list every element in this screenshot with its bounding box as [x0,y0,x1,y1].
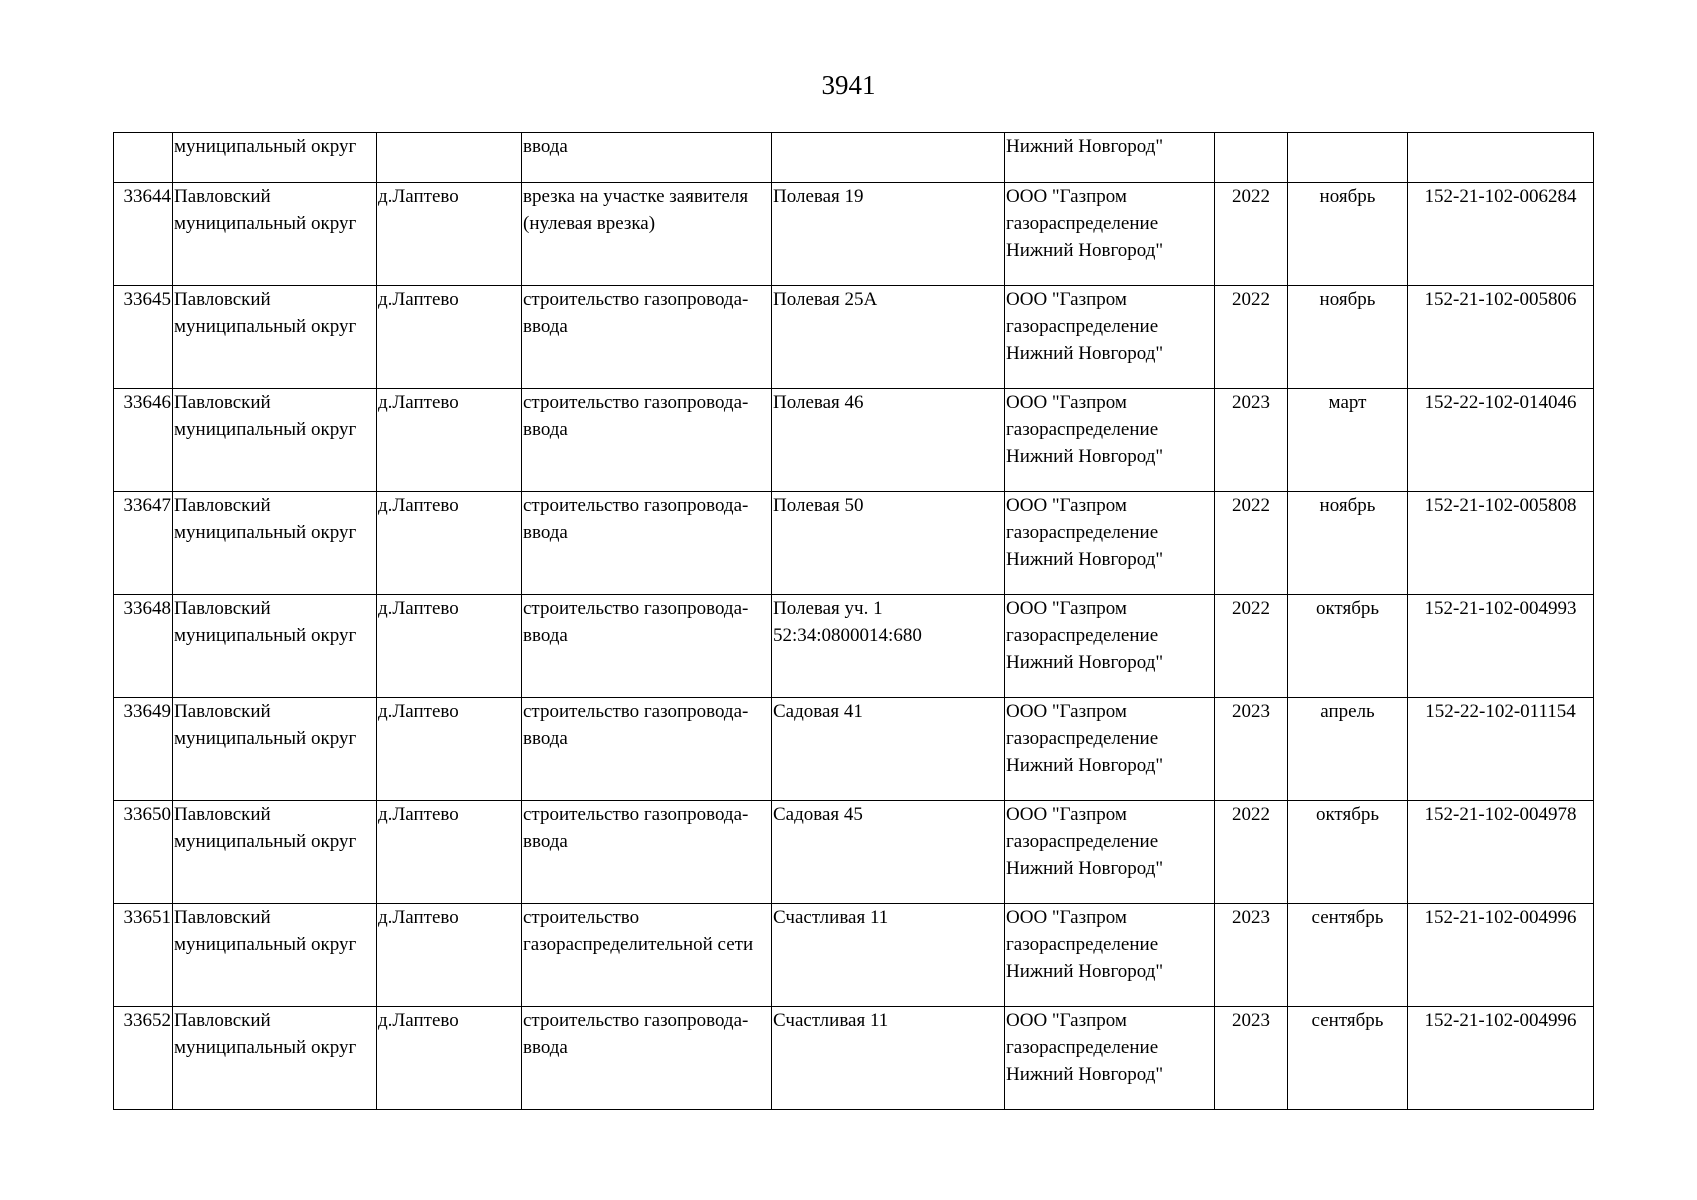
cell-org: ООО "Газпром газораспределение Нижний Новгород" [1005,595,1215,698]
cell-code: 152-22-102-014046 [1408,389,1594,492]
cell-district: Павловский муниципальный округ [173,1007,377,1110]
cell-place: д.Лаптево [377,595,522,698]
cell-district: Павловский муниципальный округ [173,389,377,492]
page-number: 3941 [821,70,876,100]
cell-month: ноябрь [1288,183,1408,286]
cell-work: строительство газораспределительной сети [522,904,772,1007]
cell-work: строительство газопровода- ввода [522,698,772,801]
cell-place [377,133,522,183]
cell-code: 152-21-102-004993 [1408,595,1594,698]
cell-org: Нижний Новгород" [1005,133,1215,183]
cell-year: 2023 [1215,389,1288,492]
cell-address: Садовая 45 [772,801,1005,904]
cell-num: 33648 [114,595,173,698]
cell-place: д.Лаптево [377,183,522,286]
cell-month: сентябрь [1288,904,1408,1007]
cell-place: д.Лаптево [377,1007,522,1110]
cell-year: 2022 [1215,183,1288,286]
cell-month: ноябрь [1288,492,1408,595]
cell-year: 2023 [1215,698,1288,801]
cell-year: 2022 [1215,286,1288,389]
cell-month: март [1288,389,1408,492]
cell-place: д.Лаптево [377,492,522,595]
cell-org: ООО "Газпром газораспределение Нижний Новгород" [1005,286,1215,389]
cell-place: д.Лаптево [377,904,522,1007]
cell-org: ООО "Газпром газораспределение Нижний Новгород" [1005,801,1215,904]
cell-org: ООО "Газпром газораспределение Нижний Новгород" [1005,492,1215,595]
table-row [114,183,1594,286]
cell-address: Счастливая 11 [772,904,1005,1007]
cell-code: 152-21-102-004978 [1408,801,1594,904]
cell-district: Павловский муниципальный округ [173,286,377,389]
cell-code: 152-22-102-011154 [1408,698,1594,801]
cell-place: д.Лаптево [377,698,522,801]
cell-num [114,133,173,183]
cell-month [1288,133,1408,183]
cell-work: врезка на участке заявителя (нулевая врезка) [522,183,772,286]
cell-district: Павловский муниципальный округ [173,183,377,286]
table-row [114,904,1594,1007]
cell-org: ООО "Газпром газораспределение Нижний Новгород" [1005,183,1215,286]
cell-place: д.Лаптево [377,801,522,904]
cell-num: 33652 [114,1007,173,1110]
gas-connection-table [113,132,1594,1110]
continuation-row [114,133,1594,183]
cell-district: Павловский муниципальный округ [173,698,377,801]
cell-address: Счастливая 11 [772,1007,1005,1110]
table-row [114,389,1594,492]
cell-year: 2023 [1215,1007,1288,1110]
table-row [114,698,1594,801]
cell-num: 33645 [114,286,173,389]
cell-work: строительство газопровода- ввода [522,286,772,389]
cell-code: 152-21-102-005806 [1408,286,1594,389]
cell-place: д.Лаптево [377,389,522,492]
cell-district: муниципальный округ [173,133,377,183]
cell-month: сентябрь [1288,1007,1408,1110]
cell-year: 2023 [1215,904,1288,1007]
cell-address: Полевая 25А [772,286,1005,389]
cell-district: Павловский муниципальный округ [173,904,377,1007]
cell-num: 33644 [114,183,173,286]
table-row [114,801,1594,904]
cell-address: Полевая уч. 1 52:34:0800014:680 [772,595,1005,698]
cell-year: 2022 [1215,801,1288,904]
table-row [114,595,1594,698]
cell-org: ООО "Газпром газораспределение Нижний Новгород" [1005,389,1215,492]
cell-num: 33646 [114,389,173,492]
cell-address: Садовая 41 [772,698,1005,801]
cell-num: 33649 [114,698,173,801]
cell-work: строительство газопровода- ввода [522,492,772,595]
cell-code [1408,133,1594,183]
cell-work: ввода [522,133,772,183]
cell-year: 2022 [1215,492,1288,595]
cell-num: 33647 [114,492,173,595]
cell-work: строительство газопровода- ввода [522,1007,772,1110]
cell-work: строительство газопровода- ввода [522,801,772,904]
cell-year: 2022 [1215,595,1288,698]
cell-district: Павловский муниципальный округ [173,595,377,698]
cell-address: Полевая 46 [772,389,1005,492]
cell-month: апрель [1288,698,1408,801]
cell-code: 152-21-102-006284 [1408,183,1594,286]
cell-num: 33651 [114,904,173,1007]
cell-month: октябрь [1288,801,1408,904]
cell-district: Павловский муниципальный округ [173,492,377,595]
table-row [114,286,1594,389]
cell-org: ООО "Газпром газораспределение Нижний Новгород" [1005,1007,1215,1110]
cell-address: Полевая 19 [772,183,1005,286]
table-row [114,1007,1594,1110]
cell-address: Полевая 50 [772,492,1005,595]
table-row [114,492,1594,595]
cell-month: октябрь [1288,595,1408,698]
cell-code: 152-21-102-004996 [1408,1007,1594,1110]
cell-num: 33650 [114,801,173,904]
cell-year [1215,133,1288,183]
cell-code: 152-21-102-005808 [1408,492,1594,595]
cell-code: 152-21-102-004996 [1408,904,1594,1007]
cell-work: строительство газопровода- ввода [522,595,772,698]
cell-district: Павловский муниципальный округ [173,801,377,904]
cell-place: д.Лаптево [377,286,522,389]
cell-work: строительство газопровода- ввода [522,389,772,492]
cell-org: ООО "Газпром газораспределение Нижний Новгород" [1005,904,1215,1007]
cell-address [772,133,1005,183]
cell-month: ноябрь [1288,286,1408,389]
cell-org: ООО "Газпром газораспределение Нижний Новгород" [1005,698,1215,801]
